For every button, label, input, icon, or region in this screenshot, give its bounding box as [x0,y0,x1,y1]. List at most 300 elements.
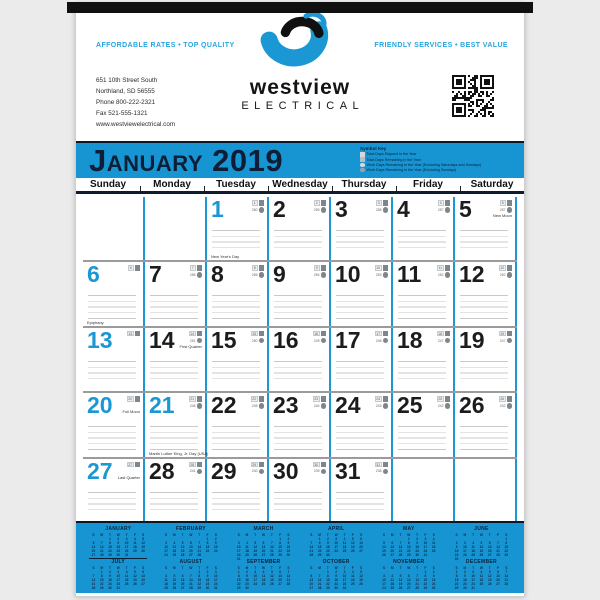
mini-day: 11 [172,544,177,549]
mini-dow: W [262,532,266,537]
work-days-counter [252,469,264,475]
mini-day: 1 [407,536,410,541]
mini-day: 2 [206,569,209,574]
mini-day: 14 [309,544,314,549]
work-days-circle-icon [197,469,203,475]
work-days-value: 253 [375,273,382,278]
mini-day: 7 [416,573,418,578]
mini-day: 19 [133,577,137,582]
mini-day: 18 [350,577,355,582]
mini-day: 25 [479,582,484,587]
day-counters [314,200,326,213]
mini-day: 20 [487,549,492,554]
mini-day: 7 [190,573,192,578]
mini-day: 18 [390,582,394,587]
mini-month-name: MARCH [253,526,274,532]
mini-dow: T [254,565,257,570]
moon-phase-label: Full Moon [122,409,140,415]
mini-dow: T [270,565,273,570]
work-days-counter [376,272,388,278]
mini-day: 10 [164,544,168,549]
mini-day: 25 [261,582,266,587]
day-cell-3 [331,197,393,260]
work-days-circle-icon [507,338,513,344]
mini-day: 19 [487,577,492,582]
date-number: 30 [273,457,299,484]
mini-day: 19 [180,549,185,554]
work-days-value: 251 [189,338,196,343]
mini-day: 22 [504,549,509,554]
day-counters [251,396,264,409]
symbol-key-label: Work Days Remaining in the Year (Excluding Saturdays and Sundays) [366,162,482,167]
mini-day: 15 [407,544,411,549]
mini-day: 27 [278,582,282,587]
day-counters [251,331,264,344]
symbol-key-title: Symbol Key [360,146,387,151]
mini-day: 10 [342,573,347,578]
mini-day: 15 [197,577,201,582]
days-elapsed-value: 25 [438,397,442,402]
mini-day: 3 [117,569,120,574]
mini-day: 7 [399,540,402,545]
mini-day: 13 [261,544,266,549]
day-counters [313,462,326,475]
mini-dow: T [198,565,201,570]
mini-day: 12 [382,544,386,549]
mini-dow: S [455,532,458,537]
mini-day: 7 [92,573,95,578]
mini-day: 18 [133,544,137,549]
mini-dow: T [326,532,329,537]
mini-day: 6 [497,569,499,574]
mini-day: 4 [343,536,346,541]
days-remaining-square-icon [259,462,265,468]
mini-day: 15 [99,577,104,582]
mini-dow: S [382,532,386,537]
mini-dow: S [310,532,313,537]
mini-day: 20 [141,577,145,582]
mini-day: 17 [214,577,218,582]
mini-day: 1 [424,569,427,574]
day-counters [189,331,202,344]
mini-day: 11 [133,540,137,545]
mini-dow: T [254,532,257,537]
work-days-value: 242 [437,403,444,408]
day-cell-18 [393,328,455,391]
days-elapsed-value: 16 [314,331,318,336]
work-days-value: 258 [375,207,382,212]
symbol-key-label: Total Days Elapsed in the Year [366,152,417,157]
mini-day: 23 [245,582,249,587]
writing-lines [150,356,198,384]
mini-month-name: AUGUST [179,559,203,565]
days-elapsed-value: 7 [191,266,194,271]
mini-day: 30 [326,553,330,558]
days-elapsed-value: 27 [128,462,132,467]
days-remaining-square-icon [259,396,265,402]
mini-day: 9 [206,573,209,578]
mini-day: 3 [343,569,346,574]
mini-day: 17 [382,582,386,587]
writing-lines [88,421,136,449]
mini-day: 26 [479,553,484,558]
mini-day: 3 [335,536,338,541]
mini-month-august [155,559,228,592]
day-cell-5 [455,197,517,260]
writing-lines [212,487,260,515]
mini-day: 21 [270,549,274,554]
day-counters [499,265,512,278]
mini-day: 2 [246,569,248,574]
mini-day: 2 [109,569,111,574]
date-number: 23 [273,392,299,419]
day-counters [313,396,326,409]
mini-day: 13 [278,573,282,578]
days-elapsed-counter [252,200,264,206]
date-number: 31 [335,457,361,484]
days-elapsed-value: 4 [439,201,442,205]
mini-day: 24 [164,553,168,558]
work-days-value: 244 [313,403,320,408]
mini-dow: W [189,532,193,537]
work-days-circle-icon [383,403,389,409]
mini-dow: S [165,565,168,570]
work-days-value: 247 [437,338,444,343]
day-cell-20 [83,393,145,456]
mini-day: 15 [326,577,330,582]
mini-day: 6 [310,573,313,578]
day-cell-4 [393,197,455,260]
mini-day: 13 [309,577,314,582]
day-cell-23 [269,393,331,456]
company-name: westview [249,76,351,99]
mini-day: 30 [245,586,249,591]
mini-day: 1 [237,569,240,574]
week-row [83,459,517,522]
mini-day: 23 [108,582,112,587]
mini-day: 7 [505,569,508,574]
work-days-counter [190,272,202,278]
writing-lines [336,290,384,318]
mini-day: 6 [488,540,491,545]
days-elapsed-counter [127,396,140,402]
mini-day: 24 [423,549,428,554]
writing-lines [88,290,136,318]
mini-day: 25 [431,549,436,554]
work-days-counter [500,403,512,409]
days-elapsed-value: 9 [315,266,318,271]
writing-lines [212,356,260,384]
days-elapsed-value: 18 [438,331,442,336]
work-days-value: 243 [375,403,382,408]
mini-month-july [82,559,155,592]
work-days-counter [190,403,202,409]
mini-day: 10 [236,544,241,549]
mini-dow: T [109,532,111,537]
day-counters [127,396,140,402]
work-days-counter [438,207,450,213]
tagline-right: FRIENDLY SERVICES • BEST VALUE [374,42,508,49]
symbol-key-item [360,168,518,173]
days-remaining-square-icon [197,462,203,468]
mini-day: 17 [253,577,258,582]
mini-day: 12 [133,573,137,578]
mini-month-april [300,526,373,559]
mini-day: 10 [116,573,121,578]
days-elapsed-value: 17 [376,331,380,336]
date-number: 1 [211,196,224,222]
days-remaining-square-icon [197,265,203,271]
mini-day: 24 [334,549,338,554]
mini-day: 27 [189,553,193,558]
mini-day: 4 [472,540,475,545]
days-elapsed-counter [127,331,140,337]
work-days-counter [376,469,388,475]
mini-day: 26 [382,553,386,558]
days-elapsed-counter [313,462,326,468]
mini-dow: T [399,532,402,537]
mini-day: 15 [317,544,322,549]
mini-day: 21 [504,577,509,582]
day-counters [499,396,512,409]
mini-day: 17 [124,544,129,549]
mini-day: 26 [141,549,145,554]
mini-day: 9 [246,573,248,578]
mini-day: 20 [496,577,500,582]
mini-day: 12 [350,540,355,545]
mini-day: 9 [432,573,435,578]
work-days-counter [314,469,326,475]
mini-day: 20 [180,582,185,587]
date-number: 22 [211,392,237,419]
day-cell-22 [207,393,269,456]
mini-month-grid [89,566,147,591]
mini-day: 14 [317,577,322,582]
mini-day: 27 [407,586,411,591]
days-remaining-square-icon [321,331,327,337]
mini-day: 30 [108,586,112,591]
mini-day: 13 [91,544,96,549]
month-title-band [76,141,524,178]
mini-day: 5 [173,573,176,578]
mini-day: 23 [326,549,330,554]
mini-day: 30 [286,553,291,558]
day-cell-30 [269,459,331,522]
work-days-circle-icon [445,403,451,409]
mini-dow: M [318,565,321,570]
day-cell-6 [83,262,145,325]
mini-month-name: JUNE [474,526,489,532]
days-remaining-square-icon [507,200,513,206]
day-counters [314,265,326,278]
square-symbol-icon [360,157,365,162]
mini-month-february [155,526,228,559]
mini-day: 13 [359,540,363,545]
mini-day: 11 [431,540,436,545]
mini-dow: W [407,565,411,570]
mini-day: 22 [236,582,241,587]
mini-day: 14 [99,544,104,549]
mini-dow: M [390,565,394,570]
day-cell-31 [331,459,393,522]
day-cell-28 [145,459,207,522]
writing-lines [398,356,446,384]
mini-day: 27 [180,586,185,591]
days-remaining-square-icon [445,331,451,337]
mini-day: 16 [463,577,467,582]
work-days-value: 260 [251,207,258,212]
mini-day: 29 [326,586,330,591]
mini-day: 7 [270,540,273,545]
mini-day: 24 [124,549,129,554]
mini-day: 2 [416,536,418,541]
work-days-counter [314,207,326,213]
mini-day: 27 [487,553,492,558]
mini-day: 9 [287,540,290,545]
mini-day: 15 [278,544,282,549]
mini-day: 20 [278,577,282,582]
days-elapsed-counter [314,200,326,206]
days-remaining-square-icon [383,396,389,402]
mini-day: 1 [455,569,458,574]
day-counters [313,331,326,344]
days-elapsed-value: 31 [376,462,380,467]
mini-day: 19 [141,544,145,549]
mini-dow: T [472,565,475,570]
mini-dow: F [133,532,136,537]
mini-day: 11 [261,573,266,578]
mini-dow: M [245,565,249,570]
mini-day: 9 [335,573,338,578]
writing-lines [274,225,322,253]
mini-day: 8 [327,573,329,578]
symbol-key-item [360,157,518,162]
mini-day: 22 [278,549,282,554]
days-elapsed-counter [189,462,202,468]
mini-month-name: NOVEMBER [393,559,425,565]
mini-day: 19 [350,544,355,549]
work-days-circle-icon [259,469,265,475]
day-cell-12 [455,262,517,325]
mini-day: 30 [415,553,419,558]
work-days-circle-icon [259,272,265,278]
mini-day: 17 [423,544,428,549]
mini-day: 29 [407,553,411,558]
mini-day: 14 [91,577,96,582]
mini-day: 4 [432,536,435,541]
date-number: 2 [273,196,286,222]
date-number: 3 [335,196,348,222]
mini-day: 1 [505,536,508,541]
days-remaining-square-icon [135,396,141,402]
mini-day: 4 [262,569,265,574]
mini-day: 8 [279,540,282,545]
day-cell-15 [207,328,269,391]
mini-dow: S [214,532,217,537]
mini-dow: M [100,565,104,570]
mini-day: 14 [496,544,500,549]
mini-month-october [300,559,373,592]
mini-day: 10 [471,573,475,578]
mini-day: 7 [198,540,201,545]
mini-day: 23 [286,549,291,554]
mini-day: 2 [335,569,338,574]
mini-dow: T [181,565,184,570]
mini-day: 9 [455,544,458,549]
day-counters [128,265,140,271]
days-elapsed-counter [128,265,140,271]
mini-day: 21 [317,582,322,587]
mini-day: 24 [342,582,347,587]
day-counters [127,462,140,468]
mini-day: 28 [309,553,314,558]
mini-day: 5 [133,569,136,574]
mini-day: 30 [454,557,459,562]
calendar-page [75,4,525,597]
work-days-circle-icon [197,403,203,409]
writing-lines [212,290,260,318]
moon-phase-label: Last Quarter [117,474,140,480]
day-cell-2 [269,197,331,260]
mini-dow: F [279,532,282,537]
work-days-circle-icon [197,338,203,344]
mini-day: 4 [480,569,483,574]
work-days-value: 256 [189,273,196,278]
mini-day: 5 [351,536,354,541]
writing-lines [274,421,322,449]
mini-day: 18 [471,549,475,554]
day-counters [375,396,388,409]
mini-month-name: DECEMBER [465,559,497,565]
work-days-value: 257 [499,207,506,212]
date-number: 16 [273,326,299,353]
work-days-counter [190,338,202,344]
mini-day: 26 [350,549,355,554]
day-header-saturday: Saturday [470,179,514,190]
writing-lines [150,421,198,449]
mini-day: 6 [262,540,265,545]
mini-day: 24 [236,553,241,558]
day-cell-26 [455,393,517,456]
holiday-label: Martin Luther King, Jr. Day (USA) [149,450,209,456]
mini-day: 22 [99,582,104,587]
mini-dow: W [116,532,120,537]
mini-day: 28 [496,553,500,558]
mini-day: 21 [189,582,193,587]
writing-lines [212,421,260,449]
mini-day: 4 [165,573,167,578]
mini-day: 30 [463,586,467,591]
mini-day: 30 [205,586,210,591]
day-counters [127,331,140,337]
mini-day: 10 [124,540,129,545]
mini-day: 28 [91,586,96,591]
work-days-circle-icon [321,338,327,344]
address-block [96,75,175,130]
writing-lines [336,225,384,253]
mini-day: 3 [254,569,257,574]
mini-day: 5 [142,536,145,541]
mini-day: 30 [116,553,121,558]
symbol-key-item [360,152,518,157]
days-elapsed-counter [375,462,388,468]
mini-day: 17 [236,549,241,554]
day-counters [251,462,264,475]
mini-month-grid [452,533,510,562]
mini-day: 21 [91,582,96,587]
work-days-value: 239 [313,469,320,474]
symbol-key-legend [360,146,518,173]
